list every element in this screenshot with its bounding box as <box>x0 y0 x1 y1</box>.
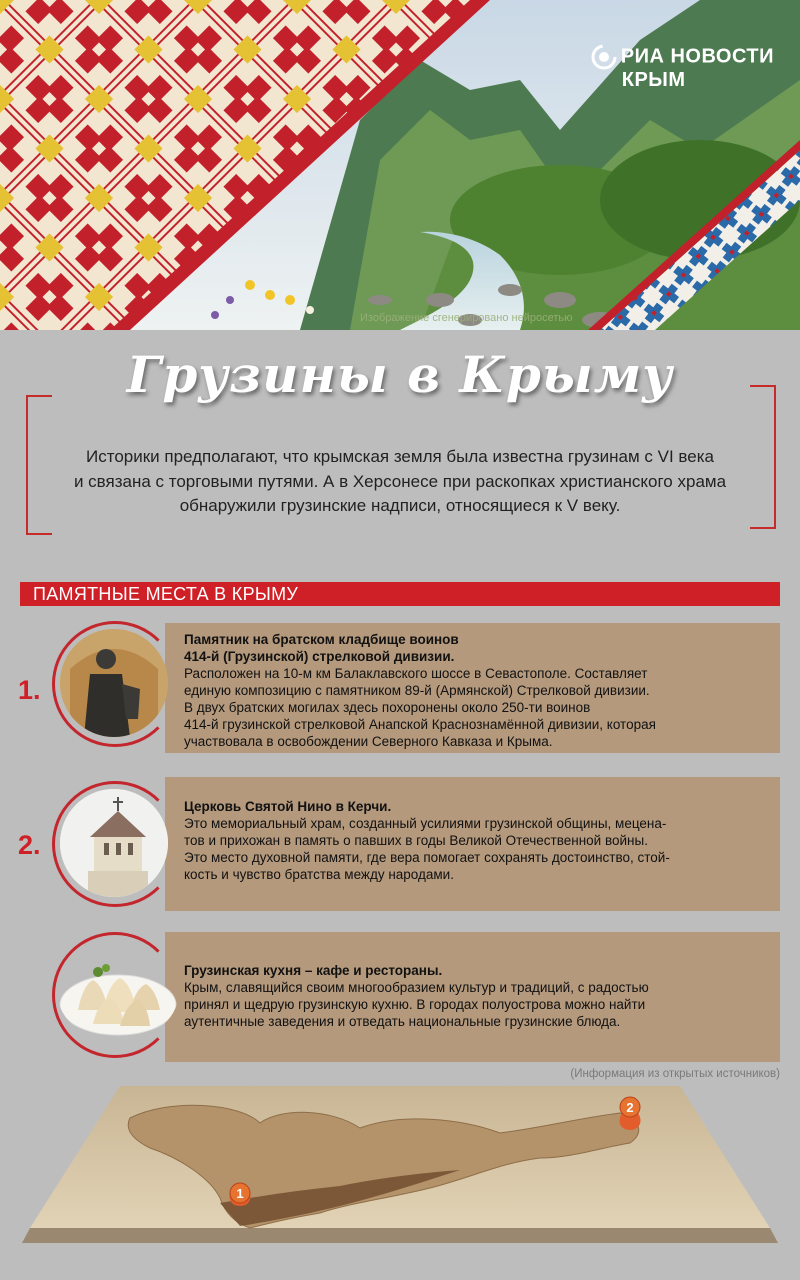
intro-line: обнаружили грузинские надписи, относящиеся к V веку. <box>179 496 621 515</box>
header-image <box>0 0 800 330</box>
church-icon <box>60 789 168 897</box>
ria-novosti-logo <box>591 44 774 90</box>
section-header-label: ПАМЯТНЫЕ МЕСТА В КРЫМУ <box>33 584 299 604</box>
place-number: 1. <box>18 675 41 705</box>
place-body-line: кость и чувство братства между народами. <box>184 867 454 882</box>
image-caption: Изображение сгенерировано нейросетью <box>360 312 573 324</box>
place-title: Церковь Святой Нино в Керчи. <box>184 799 392 814</box>
place-body-line: В двух братских могилах здесь похоронены около 250-ти воинов <box>184 700 591 715</box>
intro-text <box>30 445 770 519</box>
logo-line1: РИА НОВОСТИ <box>620 45 774 68</box>
logo-line2: КРЫМ <box>621 69 686 91</box>
place-body-line: 414-й грузинской стрелковой Анапской Краснознамённой дивизии, которая <box>184 717 656 732</box>
map-pin-label: 1 <box>236 1186 244 1201</box>
place-number: 2. <box>18 830 41 860</box>
map-pin-1 <box>230 1183 251 1206</box>
intro-line: Историки предполагают, что крымская земля была известна грузинам с VI века <box>86 447 714 466</box>
place-card-memorial <box>165 623 780 753</box>
page-title: Грузины в Крыму <box>126 345 674 404</box>
place-body-line: Крым, славящийся своим многообразием культур и традиций, с радостью <box>184 980 649 995</box>
place-body-line: единую композицию с памятником 89-й (Армянской) Стрелковой дивизии. <box>184 683 650 698</box>
intro-line: и связана с торговыми путями. А в Херсонесе при раскопках христианского храма <box>73 471 727 491</box>
soldier-statue-icon <box>60 629 168 737</box>
place-body-line: Расположен на 10-м км Балаклавского шоссе в Севастополе. Составляет <box>184 666 648 681</box>
place-card-church <box>165 777 780 911</box>
place-title: Грузинская кухня – кафе и рестораны. <box>184 963 443 978</box>
place-body-line: тов и прихожан в память о павших в годы Великой Отечественной войны. <box>184 833 648 848</box>
source-note: (Информация из открытых источников) <box>570 1068 780 1080</box>
crimea-relief-map <box>0 1078 800 1280</box>
ria-logo-icon <box>591 44 617 70</box>
place-body-line: участвовала в освобождении Северного Кавказа и Крыма. <box>184 734 553 749</box>
place-body-line: принял и щедрую грузинскую кухню. В городах полуострова можно найти <box>184 997 646 1012</box>
khinkali-dish-icon <box>58 950 178 1040</box>
church-photo <box>60 789 168 897</box>
khinkali-photo <box>58 950 178 1040</box>
place-title: 414-й (Грузинской) стрелковой дивизии. <box>184 649 455 664</box>
place-title: Памятник на братском кладбище воинов <box>184 632 459 647</box>
map-pin-label: 2 <box>626 1100 634 1115</box>
memorial-photo <box>60 629 168 737</box>
place-body-line: Это место духовной памяти, где вера помогает сохранять достоинство, стой- <box>184 850 670 865</box>
place-body-line: Это мемориальный храм, созданный усилиями грузинской общины, мецена- <box>184 816 667 831</box>
map-pin-2 <box>620 1097 641 1130</box>
place-card-cuisine <box>165 932 780 1062</box>
place-body-line: аутентичные заведения и отведать национальные грузинские блюда. <box>184 1014 621 1029</box>
